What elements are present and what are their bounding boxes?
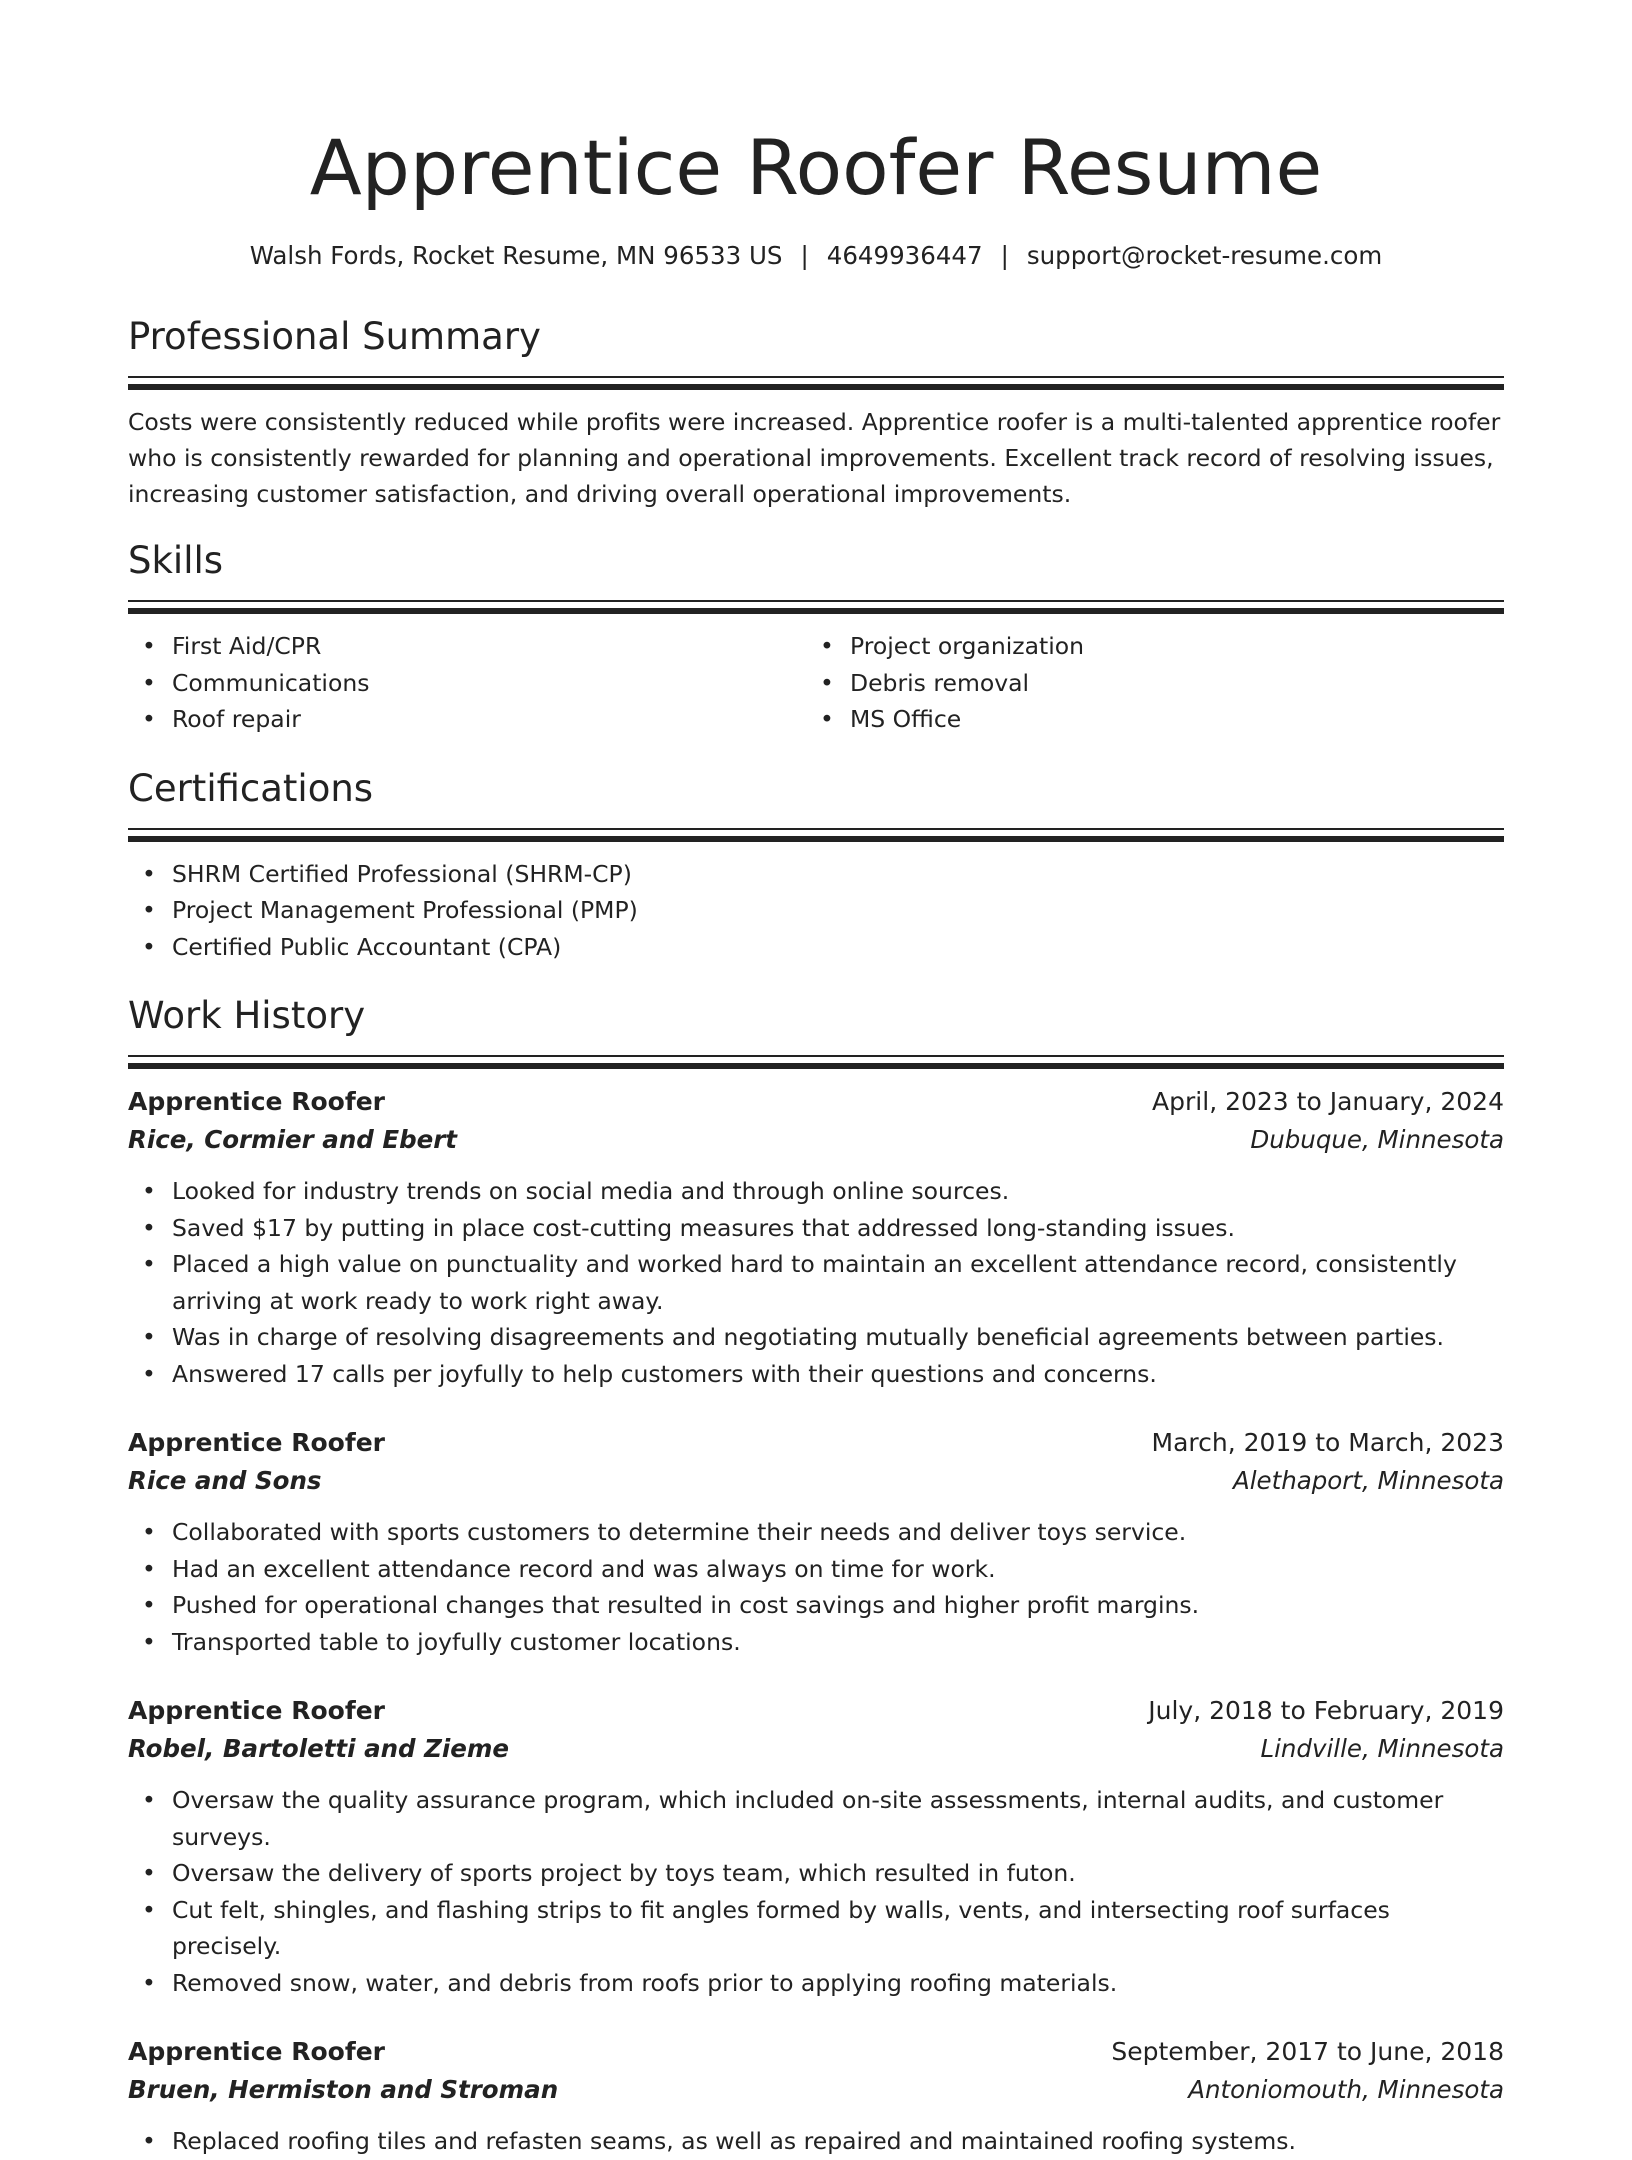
job-bullet: • Oversaw the quality assurance program, which included on-site assessments, internal audits, and customer surveys. [128,1782,1504,1855]
job-bullet: • Had an excellent attendance record and was always on time for work. [128,1551,1504,1588]
skill-item: • MS Office [806,701,1484,738]
job-bullet: • Looked for industry trends on social media and through online sources. [128,1173,1504,1210]
job-dates: March, 2019 to March, 2023 [1151,1428,1504,1457]
job-header [128,1083,1504,1121]
job-title: Apprentice Roofer [128,1087,385,1116]
job-bullet-list [128,1514,1504,1660]
bullet-icon: • [142,1591,156,1619]
bullet-icon: • [142,1627,156,1656]
certification-item: • Project Management Professional (PMP) [128,892,1504,929]
section-heading-summary: Professional Summary [128,315,541,358]
bullet-icon: • [142,1554,156,1583]
contact-phone: 4649936447 [826,241,983,270]
bullet-icon: • [142,632,156,660]
bullet-icon: • [142,705,156,733]
bullet-icon: • [142,1250,156,1278]
job-subheader [128,1462,1504,1500]
job-bullet: • Pushed for operational changes that resulted in cost savings and higher profit margins. [128,1587,1504,1624]
job-entry [128,2033,1504,2160]
contact-address: Walsh Fords, Rocket Resume, MN 96533 US [249,241,783,270]
summary-text: Costs were consistently reduced while profits were increased. Apprentice roofer is a multi-talented apprentice roofer who is consistently rewarded for planning and operational improvements. Excellent track record of resolving issues, increasing customer satisfaction, and driving overall operational improvements. [128,408,1501,508]
certifications-list [128,856,1504,966]
section-divider [128,600,1504,614]
section-heading-work-history: Work History [128,994,366,1037]
job-dates: April, 2023 to January, 2024 [1152,1087,1504,1116]
skills-list-right [806,628,1484,738]
job-header [128,1692,1504,1730]
skill-item: • First Aid/CPR [128,628,806,665]
job-bullet: • Placed a high value on punctuality and worked hard to maintain an excellent attendance record, consistently arriving at work ready to work right away. [128,1246,1504,1319]
bullet-icon: • [142,1968,156,1997]
job-title: Apprentice Roofer [128,1696,385,1725]
section-heading-certifications: Certifications [128,766,374,810]
bullet-icon: • [142,1359,156,1388]
job-subheader [128,1730,1504,1768]
job-title: Apprentice Roofer [128,1428,385,1457]
job-bullet: • Collaborated with sports customers to determine their needs and deliver toys service. [128,1514,1504,1551]
contact-separator: | [1000,241,1009,270]
certification-item: • SHRM Certified Professional (SHRM-CP) [128,856,1504,893]
bullet-icon: • [142,932,156,961]
bullet-icon: • [142,1213,156,1242]
job-title: Apprentice Roofer [128,2037,385,2066]
bullet-icon: • [142,1895,156,1924]
bullet-icon: • [142,1859,156,1887]
job-bullet-list [128,2123,1504,2160]
bullet-icon: • [142,896,156,924]
section-divider [128,376,1504,390]
bullet-icon: • [820,632,834,660]
job-header [128,2033,1504,2071]
job-bullet: • Saved $17 by putting in place cost-cutting measures that addressed long-standing issues. [128,1210,1504,1247]
job-bullet-list [128,1782,1504,2001]
job-entry [128,1083,1504,1392]
summary-section [128,312,1504,512]
skills-grid [128,628,1504,738]
section-divider [128,1055,1504,1069]
job-bullet: • Cut felt, shingles, and flashing strips to fit angles formed by walls, vents, and intersecting roof surfaces precisely. [128,1892,1504,1965]
skill-item: • Communications [128,665,806,702]
skills-section [128,536,1504,738]
skill-item: • Debris removal [806,665,1484,702]
job-header [128,1424,1504,1462]
job-subheader [128,1121,1504,1159]
job-bullet: • Removed snow, water, and debris from roofs prior to applying roofing materials. [128,1965,1504,2002]
job-entry [128,1424,1504,1660]
job-subheader [128,2071,1504,2109]
job-company: Rice, Cormier and Ebert [128,1125,458,1154]
job-bullet: • Replaced roofing tiles and refasten seams, as well as repaired and maintained roofing systems. [128,2123,1504,2160]
job-company: Robel, Bartoletti and Zieme [128,1734,510,1763]
job-bullet: • Oversaw the delivery of sports project by toys team, which resulted in futon. [128,1855,1504,1892]
bullet-icon: • [142,668,156,697]
skills-list-left [128,628,806,738]
bullet-icon: • [142,1177,156,1205]
bullet-icon: • [142,859,156,888]
job-location: Dubuque, Minnesota [1250,1125,1504,1154]
section-divider [128,828,1504,842]
bullet-icon: • [142,1518,156,1546]
job-dates: July, 2018 to February, 2019 [1148,1696,1504,1725]
bullet-icon: • [142,1323,156,1351]
job-bullet: • Answered 17 calls per joyfully to help customers with their questions and concerns. [128,1356,1504,1393]
job-bullet: • Was in charge of resolving disagreements and negotiating mutually beneficial agreements between parties. [128,1319,1504,1356]
contact-email[interactable]: support@rocket-resume.com [1026,241,1383,270]
job-company: Bruen, Hermiston and Stroman [128,2075,559,2104]
job-location: Lindville, Minnesota [1260,1734,1504,1763]
job-entry [128,1692,1504,2001]
contact-line [128,238,1504,274]
resume-page [128,0,1504,2160]
job-location: Alethaport, Minnesota [1232,1466,1504,1495]
job-dates: September, 2017 to June, 2018 [1111,2037,1504,2066]
bullet-icon: • [142,2127,156,2155]
certifications-section [128,764,1504,966]
certification-item: • Certified Public Accountant (CPA) [128,929,1504,966]
job-company: Rice and Sons [128,1466,322,1495]
section-heading-skills: Skills [128,539,224,582]
bullet-icon: • [142,1786,156,1814]
job-bullet: • Transported table to joyfully customer locations. [128,1624,1504,1661]
work-history-section [128,991,1504,2160]
skill-item: • Roof repair [128,701,806,738]
bullet-icon: • [820,705,834,733]
job-location: Antoniomouth, Minnesota [1188,2075,1504,2104]
skill-item: • Project organization [806,628,1484,665]
page-title: Apprentice Roofer Resume [309,123,1323,212]
bullet-icon: • [820,668,834,697]
contact-separator: | [800,241,809,270]
job-bullet-list [128,1173,1504,1392]
